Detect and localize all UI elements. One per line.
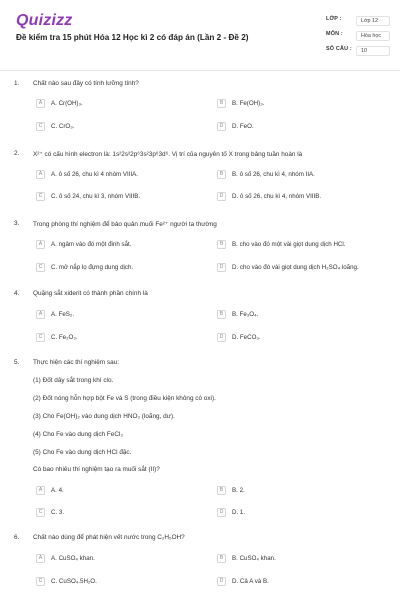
option-text: A. FeS₂. (51, 311, 75, 318)
option-text: D. ô số 26, chu kì 4, nhóm VIIIB. (232, 193, 322, 200)
option-letter-box: B (217, 554, 226, 563)
option-text: D. cho vào đó vài giọt dung dịch H₂SO₄ loãng. (232, 264, 359, 271)
option-letter-box: B (217, 99, 226, 108)
question-prompt: Có bao nhiêu thí nghiệm tạo ra muối sắt (II)? (33, 466, 160, 473)
meta-class-value: Lớp 12 (356, 16, 390, 26)
option-letter-box: D (217, 263, 226, 272)
meta-count-value: 10 (356, 46, 390, 56)
option-letter-box: D (217, 192, 226, 201)
option-letter-box: C (36, 333, 45, 342)
option-text: A. CuSO₄ khan. (51, 555, 95, 562)
experiment-line-5: (5) Cho Fe vào dung dịch HCl đặc. (33, 449, 132, 456)
option-letter-box: C (36, 263, 45, 272)
option-text: D. Cả A và B. (232, 578, 269, 585)
option-text: B. CuSO₄ khan. (232, 555, 276, 562)
question-text: Chất nào dùng để phát hiện vết nước trong C₂H₅OH? (33, 534, 185, 541)
option-text: B. ô số 26, chu kì 4, nhóm IIA. (232, 171, 315, 178)
option-text: C. CrO₃. (51, 123, 75, 130)
option-text: D. FeCO₃. (232, 334, 261, 341)
question-number: 3. (14, 220, 20, 227)
question-number: 5. (14, 359, 20, 366)
option-letter-box: D (217, 508, 226, 517)
option-letter-box: B (217, 240, 226, 249)
option-letter-box: D (217, 122, 226, 131)
option-letter-box: A (36, 170, 45, 179)
option-text: B. cho vào đó một vài giọt dung dịch HCl. (232, 241, 346, 248)
question-number: 6. (14, 534, 20, 541)
option-letter-box: A (36, 310, 45, 319)
option-letter-box: A (36, 554, 45, 563)
option-text: A. 4. (51, 487, 64, 494)
option-text: C. mở nắp lọ đựng dung dịch. (51, 264, 134, 271)
option-text: D. 1. (232, 509, 246, 516)
option-letter-box: C (36, 577, 45, 586)
option-text: A. Cr(OH)₃. (51, 100, 83, 107)
option-letter-box: C (36, 192, 45, 201)
experiment-line-2: (2) Đốt nóng hỗn hợp bột Fe và S (trong điều kiện không có oxi). (33, 395, 216, 402)
option-text: C. CuSO₄.5H₂O. (51, 578, 97, 585)
experiment-line-3: (3) Cho Fe(OH)₂ vào dung dịch HNO₃ (loãng, dư). (33, 413, 175, 420)
option-letter-box: D (217, 577, 226, 586)
option-text: C. 3. (51, 509, 65, 516)
option-letter-box: B (217, 486, 226, 495)
option-letter-box: B (217, 170, 226, 179)
question-number: 4. (14, 290, 20, 297)
option-letter-box: C (36, 122, 45, 131)
option-text: C. Fe₂O₃. (51, 334, 78, 341)
meta-count-label: SỐ CÂU : (326, 46, 352, 52)
option-text: B. Fe(OH)₃. (232, 100, 265, 107)
meta-subject-value: Hóa học (356, 31, 390, 41)
option-text: D. FeO. (232, 123, 254, 130)
meta-subject (326, 31, 390, 43)
experiment-line-4: (4) Cho Fe vào dung dịch FeCl₃ (33, 431, 123, 438)
document-title: Đề kiểm tra 15 phút Hóa 12 Học kì 2 có đáp án (Lần 2 - Đề 2) (16, 33, 249, 42)
meta-class (326, 16, 390, 28)
header-divider (0, 70, 400, 71)
meta-subject-label: MÔN : (326, 31, 343, 37)
option-text: C. ô số 24, chu kì 3, nhóm VIIIB. (51, 193, 141, 200)
option-text: A. ngâm vào đó một đinh sắt. (51, 241, 132, 248)
meta-class-label: LỚP : (326, 16, 342, 22)
option-letter-box: A (36, 240, 45, 249)
experiment-line-1: (1) Đốt dây sắt trong khí clo. (33, 377, 114, 384)
option-letter-box: A (36, 486, 45, 495)
question-text: Chất nào sau đây có tính lưỡng tính? (33, 80, 139, 87)
question-number: 2. (14, 150, 20, 157)
option-text: A. ô số 26, chu kì 4 nhóm VIIIA. (51, 171, 139, 178)
option-text: B. 2. (232, 487, 245, 494)
meta-count (326, 46, 390, 58)
question-text: Quặng sắt xiderit có thành phần chính là (33, 290, 148, 297)
quizizz-logo: Quizizz (16, 12, 73, 29)
worksheet-header (0, 0, 400, 70)
option-text: B. Fe₃O₄. (232, 311, 259, 318)
option-letter-box: D (217, 333, 226, 342)
option-letter-box: C (36, 508, 45, 517)
question-number: 1. (14, 80, 20, 87)
option-letter-box: A (36, 99, 45, 108)
question-text: Thực hiện các thí nghiệm sau: (33, 359, 119, 366)
question-text: Trong phòng thí nghiệm để bảo quản muối Fe²⁺ người ta thường (33, 221, 217, 228)
question-text: X²⁺ có cấu hình electron là: 1s²2s²2p⁶3s²3p⁶3d⁶. Vị trí của nguyên tố X trong bảng tuần hoàn là (33, 151, 303, 158)
option-letter-box: B (217, 310, 226, 319)
